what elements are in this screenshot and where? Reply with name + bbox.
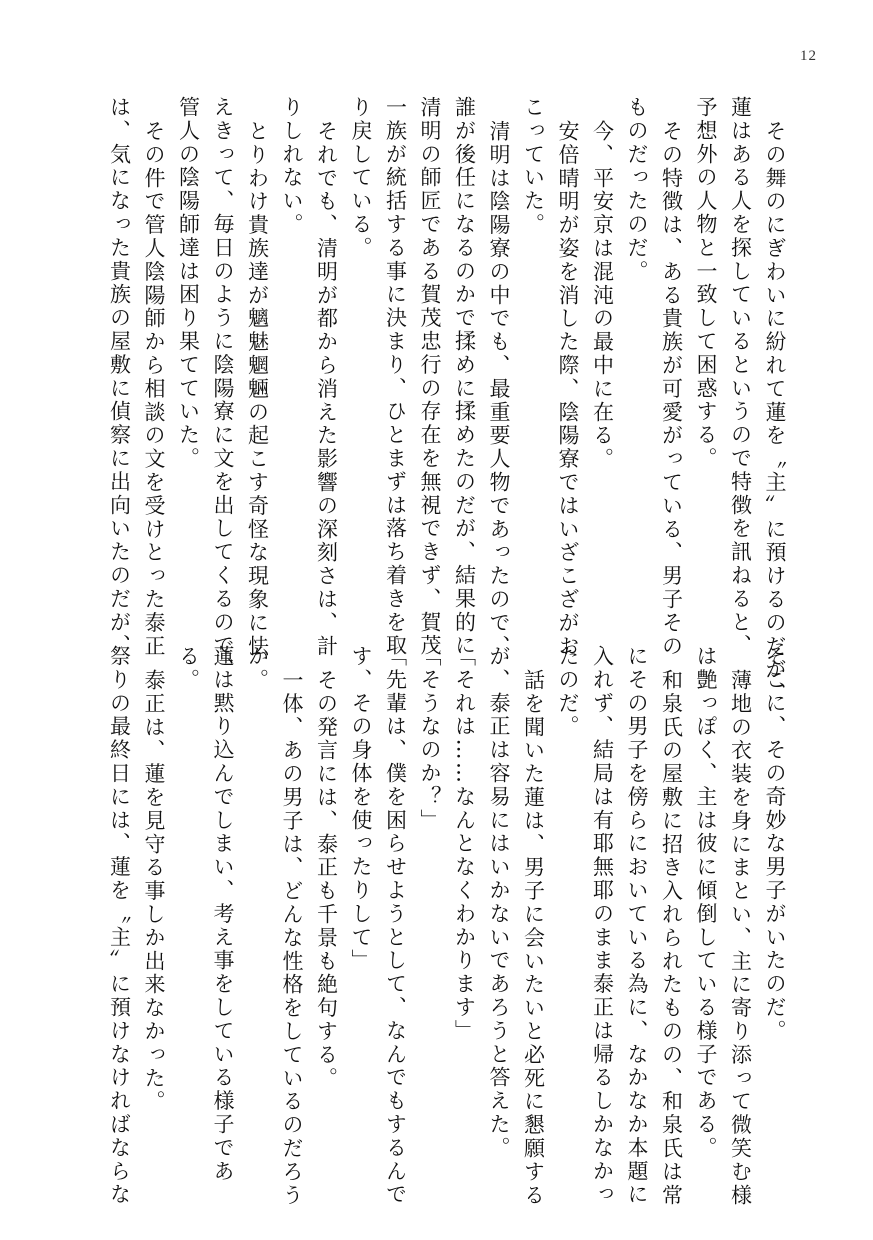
text-column: こっていた。: [521, 96, 546, 237]
text-block-top: [107, 96, 792, 705]
text-column: にその男子を傍らにおいている為に、なかなか本題に: [625, 645, 649, 1207]
text-column: 蓮はある人を探しているというので特徴を訊ねると、: [728, 96, 753, 658]
text-column: その舞のにぎわいに紛れて蓮を〝主〟に預けるのだが、: [763, 119, 787, 705]
text-column: えきって、毎日のように陰陽寮に文を出してくるので、: [211, 96, 235, 681]
text-column: その特徴は、ある貴族が可愛がっている、男子その: [659, 119, 684, 658]
text-column: 安倍晴明が姿を消した際、陰陽寮ではいざこざがお: [556, 119, 580, 658]
text-column: 清明は陰陽寮の中でも、最重要人物であったので、: [487, 119, 511, 658]
text-column: 薄地の衣装を身にまとい、主に寄り添って微笑む様: [728, 668, 753, 1207]
text-column: 泰正は、蓮を見守る事しか出来なかった。: [142, 668, 166, 1114]
text-column: が、泰正は容易にはいかないであろうと答えた。: [487, 645, 511, 1160]
text-column: 誰が後任になるのかで揉めに揉めたのだが、結果的に: [452, 96, 477, 658]
text-column: 「そうなのか？」: [418, 645, 442, 833]
text-column: たのだ。: [556, 645, 580, 739]
text-column: とりわけ貴族達が魑魅魍魎の起こす奇怪な現象に怯: [245, 119, 270, 658]
text-column: 予想外の人物と一致して困惑する。: [694, 96, 718, 471]
text-column: 一族が統括する事に決まり、ひとまずは落ち着きを取: [383, 96, 408, 658]
text-column: 和泉氏の屋敷に招き入れられたものの、和泉氏は常: [659, 668, 684, 1207]
text-column: その発言には、泰正も千景も絶句する。: [314, 668, 339, 1090]
text-column: 今、平安京は混沌の最中に在る。: [590, 119, 615, 471]
text-column: 「先輩は、僕を困らせようとして、なんでもするんで: [383, 645, 408, 1207]
text-column: 清明の師匠である賀茂忠行の存在を無視できず、賀茂: [418, 96, 442, 658]
text-column: その件で管人陰陽師から相談の文を受けとった泰正: [142, 119, 166, 658]
text-column: る。: [176, 645, 201, 692]
text-column: 管人の陰陽師達は困り果てていた。: [176, 96, 201, 471]
page-number: 12: [800, 48, 817, 64]
text-column: 入れず、結局は有耶無耶のまま泰正は帰るしかなかっ: [590, 645, 615, 1207]
text-column: り戻している。: [349, 96, 373, 260]
text-column: ものだったのだ。: [625, 96, 649, 284]
text-column: は、気になった貴族の屋敷に偵察に出向いたのだが、: [107, 96, 132, 658]
text-block-bottom: [107, 645, 792, 1207]
text-column: そこに、その奇妙な男子がいたのだ。: [763, 645, 787, 1043]
text-column: か。: [245, 645, 270, 692]
text-column: す、その身体を使ったりして」: [349, 645, 373, 973]
text-column: 話を聞いた蓮は、男子に会いたいと必死に懇願する: [521, 668, 546, 1207]
text-column: 一体、あの男子は、どんな性格をしているのだろう: [280, 668, 304, 1207]
text-column: 祭りの最終日には、蓮を〝主〟に預けなければならな: [107, 645, 132, 1207]
text-column: 「それは……なんとなくわかります」: [452, 645, 477, 1043]
text-column: それでも、清明が都から消えた影響の深刻さは、計: [314, 119, 339, 658]
text-column: は艶っぽく、主は彼に傾倒している様子である。: [694, 645, 718, 1160]
text-column: 蓮は黙り込んでしまい、考え事をしている様子であ: [211, 645, 235, 1184]
text-column: りしれない。: [280, 96, 304, 237]
